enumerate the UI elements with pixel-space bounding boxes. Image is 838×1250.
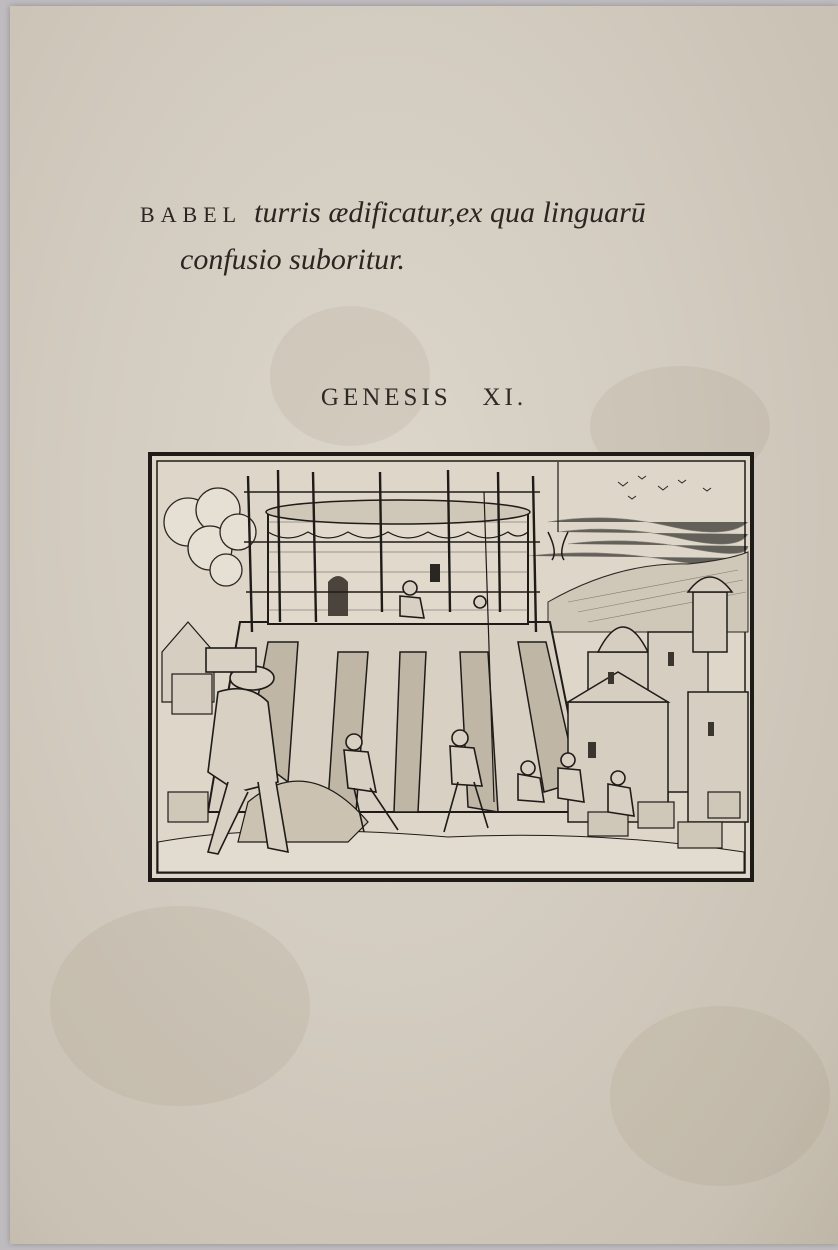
paper-stain [270, 306, 430, 446]
paper-stain [610, 1006, 830, 1186]
caption-line-1-text: turris ædificatur,ex qua linguarū [254, 196, 646, 229]
caption-line-2-text: confusio suboritur. [180, 243, 406, 276]
woodcut-illustration [148, 452, 754, 882]
book-page [10, 6, 838, 1244]
chapter-heading: GENESIS XI. [320, 384, 528, 411]
caption-title-caps: BABEL [140, 202, 243, 227]
tower-of-babel-woodcut [148, 452, 754, 882]
caption-line-1 [140, 192, 780, 239]
paper-stain [50, 906, 310, 1106]
woodcut-caption [140, 192, 780, 286]
caption-line-2 [140, 239, 780, 286]
